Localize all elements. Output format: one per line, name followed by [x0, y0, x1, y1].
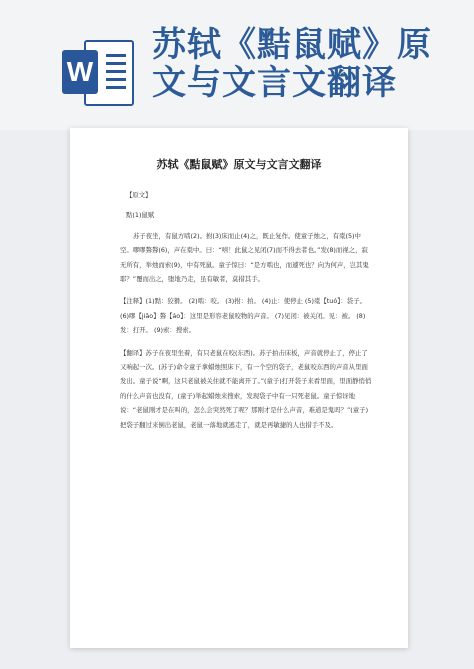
banner-headline	[152, 26, 462, 102]
headline-line-1: 苏轼《黠鼠赋》原	[152, 25, 432, 65]
essay-subtitle: 黠(1)鼠赋	[126, 211, 155, 220]
w-letter-badge: W	[62, 50, 98, 94]
title-banner	[0, 0, 474, 130]
original-section-tag: 【原文】	[126, 191, 152, 199]
original-paragraph: 苏子夜坐，有鼠方啮(2)。拊(3)床而止(4)之，既止复作。使童子烛之，有橐(5)中空。嘐嘐聱聱(6)，声在橐中。曰：“嘻！此鼠之见闭(7)而不得去者也。”发(8)而视之，寂无所有，举烛而索(9)，中有死鼠。童子惊曰：“是方啮也，而遽死也？向为何声，岂其鬼耶？”覆而出之，堕地乃走，虽有敏者，莫措其手。	[120, 231, 369, 284]
translation-paragraph: 【翻译】苏子在夜里坐着，有只老鼠在咬(东西)。苏子拍击床板，声音就停止了，停止了又响起一次。(苏子)命令童子拿蜡烛照床下，有一个空的袋子，老鼠咬东西的声音从里面发出。童子说“啊，这只老鼠被关住就不能离开了。”(童子)打开袋子来看里面，里面静悄悄的什么声音也没有，(童子)举起蜡烛来搜索，发现袋子中有一只死老鼠。童子惊讶地说：“老鼠刚才是在叫的，怎么会突然死了呢？那刚才是什么声音，难道是鬼吗？”(童子)把袋子翻过来倒出老鼠，老鼠一落地就逃走了，就是再敏捷的人也措手不及。	[120, 348, 372, 429]
document-body	[120, 188, 372, 432]
headline-line-2: 文与文言文翻译	[152, 63, 397, 103]
document-sheet	[70, 128, 408, 648]
word-document-icon	[62, 40, 134, 106]
document-title: 苏轼《黠鼠赋》原文与文言文翻译	[156, 158, 322, 171]
notes-paragraph: 【注释】(1)黠：狡猾。 (2)啮：咬。 (3)拊：拍。 (4)止：使停止 (5)橐【tuó】：袋子。 (6)嘐【jiāo】聱【áo】：这里是形容老鼠咬物的声音。 (7)见闭：被关闭。见：被。 (8)发：打开。 (9)索：搜索。	[120, 297, 366, 335]
